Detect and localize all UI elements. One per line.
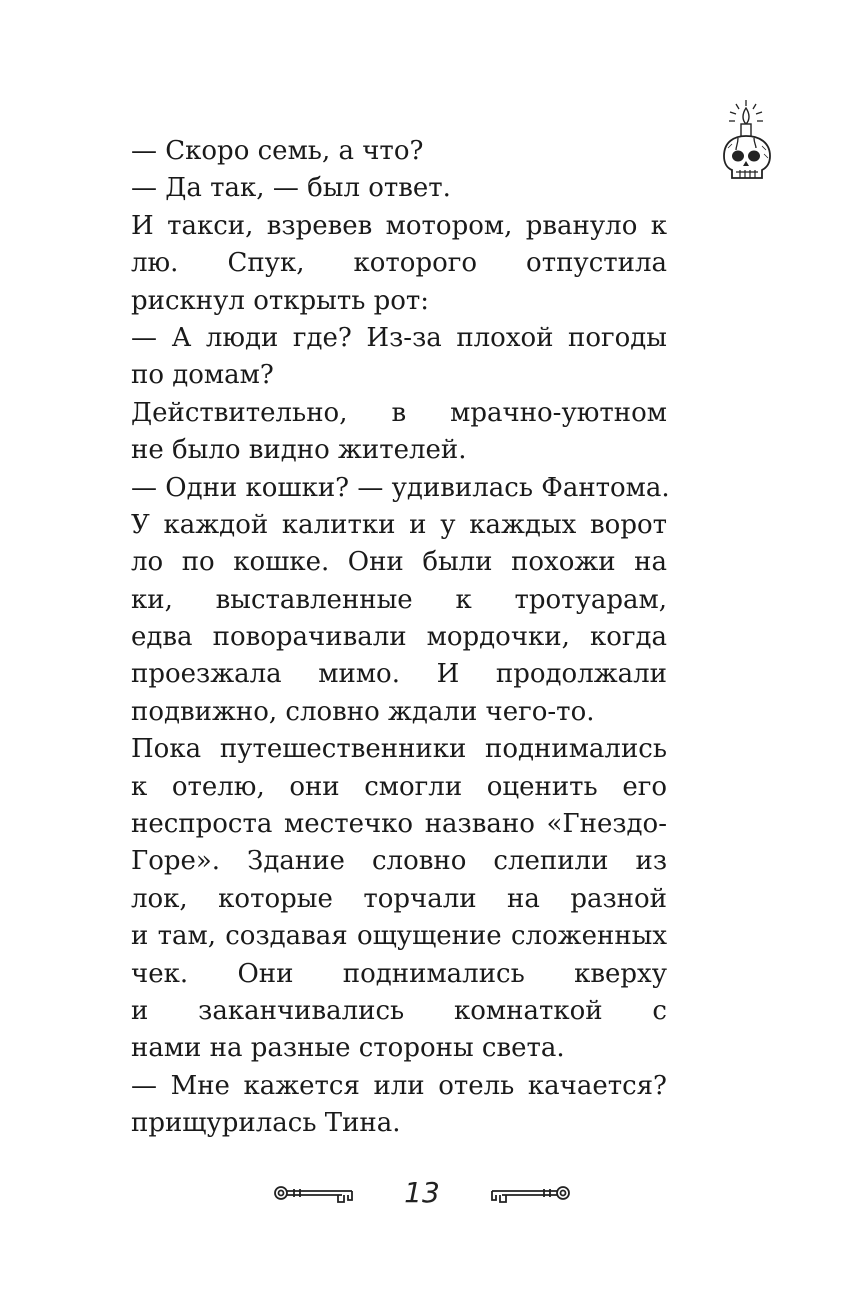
text-line: лю. Спук, которого отпустила [131, 248, 667, 279]
text-line: и там, создавая ощущение сложенных [131, 921, 667, 952]
text-line: — Да так, — был ответ. [131, 173, 451, 204]
text-line: Пока путешественники поднимались [131, 734, 667, 765]
text-line: ло по кошке. Они были похожи на [131, 547, 667, 578]
text-line: — Одни кошки? — удивилась Фантома. [131, 472, 670, 503]
key-right-icon [488, 1180, 572, 1206]
text-line: едва поворачивали мордочки, когда [131, 622, 667, 653]
text-line: к отелю, они смогли оценить его [131, 771, 667, 802]
text-line: проезжала мимо. И продолжали [131, 659, 667, 690]
text-line: не было видно жителей. [131, 435, 467, 466]
text-line: по домам? [131, 360, 274, 391]
text-line: — Мне кажется или отель качается? [131, 1070, 667, 1101]
body-text [131, 133, 670, 1143]
page-number: 13 [404, 1176, 440, 1209]
text-line: Горе». Здание словно слепили из [131, 846, 667, 877]
text-line: — А люди где? Из-за плохой погоды [131, 322, 667, 353]
text-line: рискнул открыть рот: [131, 285, 430, 316]
page-footer [0, 1168, 844, 1218]
text-line: — Скоро семь, а что? [131, 136, 424, 166]
text-line: и заканчивались комнаткой с [131, 995, 667, 1026]
text-line: лок, которые торчали на разной [131, 883, 667, 914]
text-line: прищурилась Тина. [131, 1108, 401, 1139]
text-line: У каждой калитки и у каждых ворот [131, 509, 667, 540]
skull-candle-icon [716, 98, 774, 184]
text-line: подвижно, словно ждали чего-то. [131, 696, 595, 727]
text-line: И такси, взревев мотором, рвануло к [131, 210, 667, 241]
text-line: Действительно, в мрачно-уютном [131, 397, 667, 428]
text-line: ки, выставленные к тротуарам, [131, 584, 667, 615]
text-line: чек. Они поднимались кверху [131, 958, 667, 989]
text-line: нами на разные стороны света. [131, 1033, 565, 1064]
text-line: неспроста местечко названо «Гнездо- [131, 809, 667, 840]
